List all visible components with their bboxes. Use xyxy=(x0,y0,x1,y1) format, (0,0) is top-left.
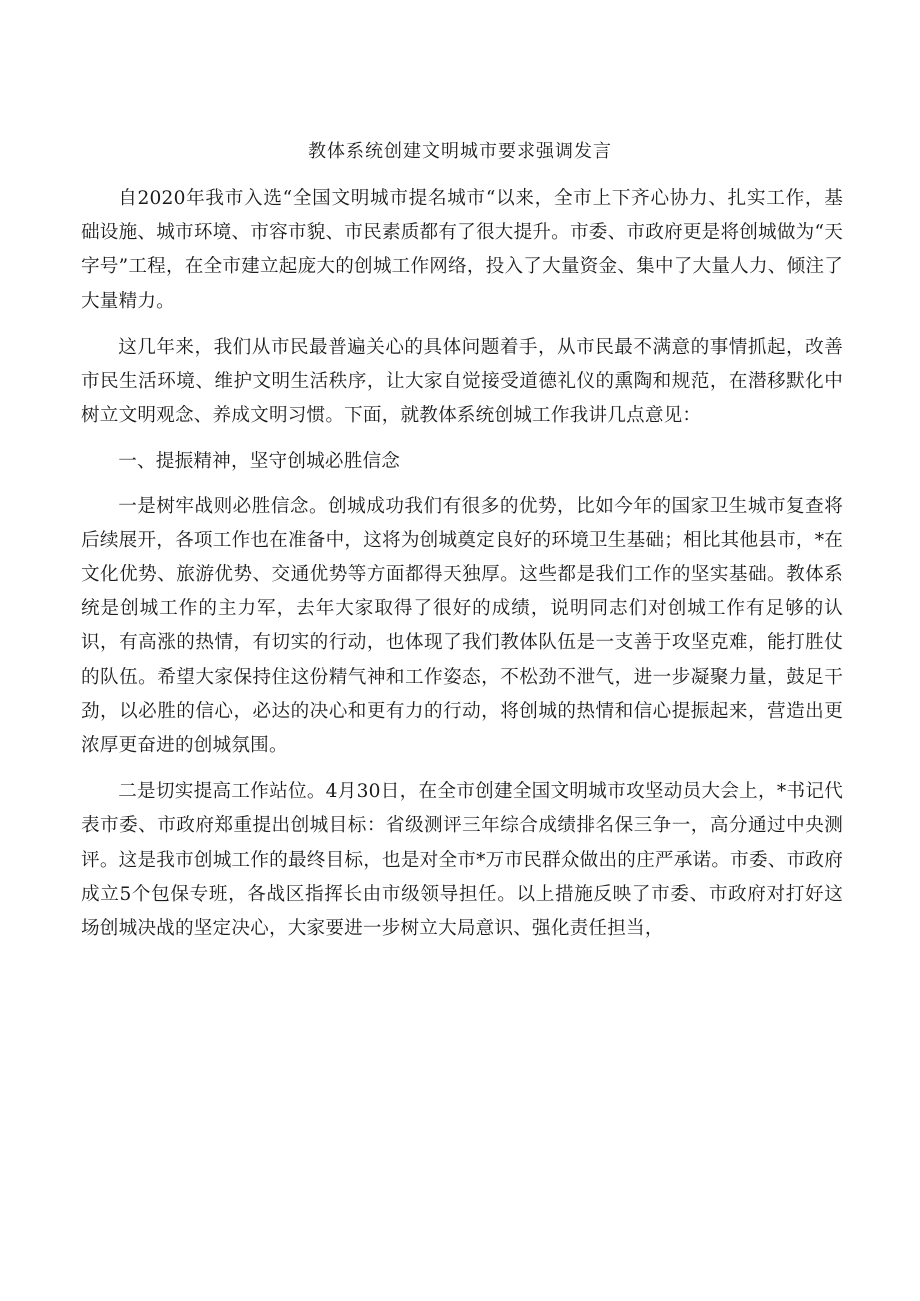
paragraph-intro: 自2020年我市入选“全国文明城市提名城市“以来，全市上下齐心协力、扎实工作，基础设施、城市环境、市容市貌、市民素质都有了很大提升。市委、市政府更是将创城做为“天字号”工程，在全市建立起庞大的创城工作网络，投入了大量资金、集中了大量人力、倾注了大量精力。 xyxy=(81,188,843,312)
document-title: 教体系统创建文明城市要求强调发言 xyxy=(308,141,612,162)
paragraph-point-2: 二是切实提高工作站位。4月30日，在全市创建全国文明城市攻坚动员大会上，*书记代表市委、市政府郑重提出创城目标：省级测评三年综合成绩排名保三争一，高分通过中央测评。这是我市创城工作的最终目标，也是对全市*万市民群众做出的庄严承诺。市委、市政府成立5个包保专班，各战区指挥长由市级领导担任。以上措施反映了市委、市政府对打好这场创城决战的坚定决心，大家要进一步树立大局意识、强化责任担当， xyxy=(81,781,843,940)
paragraph-point-1: 一是树牢战则必胜信念。创城成功我们有很多的优势，比如今年的国家卫生城市复查将后续展开，各项工作也在准备中，这将为创城奠定良好的环境卫生基础；相比其他县市，*在文化优势、旅游优势、交通优势等方面都得天独厚。这些都是我们工作的坚实基础。教体系统是创城工作的主力军，去年大家取得了很好的成绩，说明同志们对创城工作有足够的认识，有高涨的热情，有切实的行动，也体现了我们教体队伍是一支善于攻坚克难，能打胜仗的队伍。希望大家保持住这份精气神和工作姿态，不松劲不泄气，进一步凝聚力量，鼓足干劲，以必胜的信心，必达的决心和更有力的行动，将创城的热情和信心提振起来，营造出更浓厚更奋进的创城氛围。 xyxy=(81,495,843,757)
paragraph-recent-years: 这几年来，我们从市民最普遍关心的具体问题着手，从市民最不满意的事情抓起，改善市民生活环境、维护文明生活秩序，让大家自觉接受道德礼仪的熏陶和规范，在潜移默化中树立文明观念、养成文明习惯。下面，就教体系统创城工作我讲几点意见： xyxy=(81,336,843,427)
document-body xyxy=(81,182,843,958)
section-heading-1: 一、提振精神，坚守创城必胜信念 xyxy=(118,451,401,473)
